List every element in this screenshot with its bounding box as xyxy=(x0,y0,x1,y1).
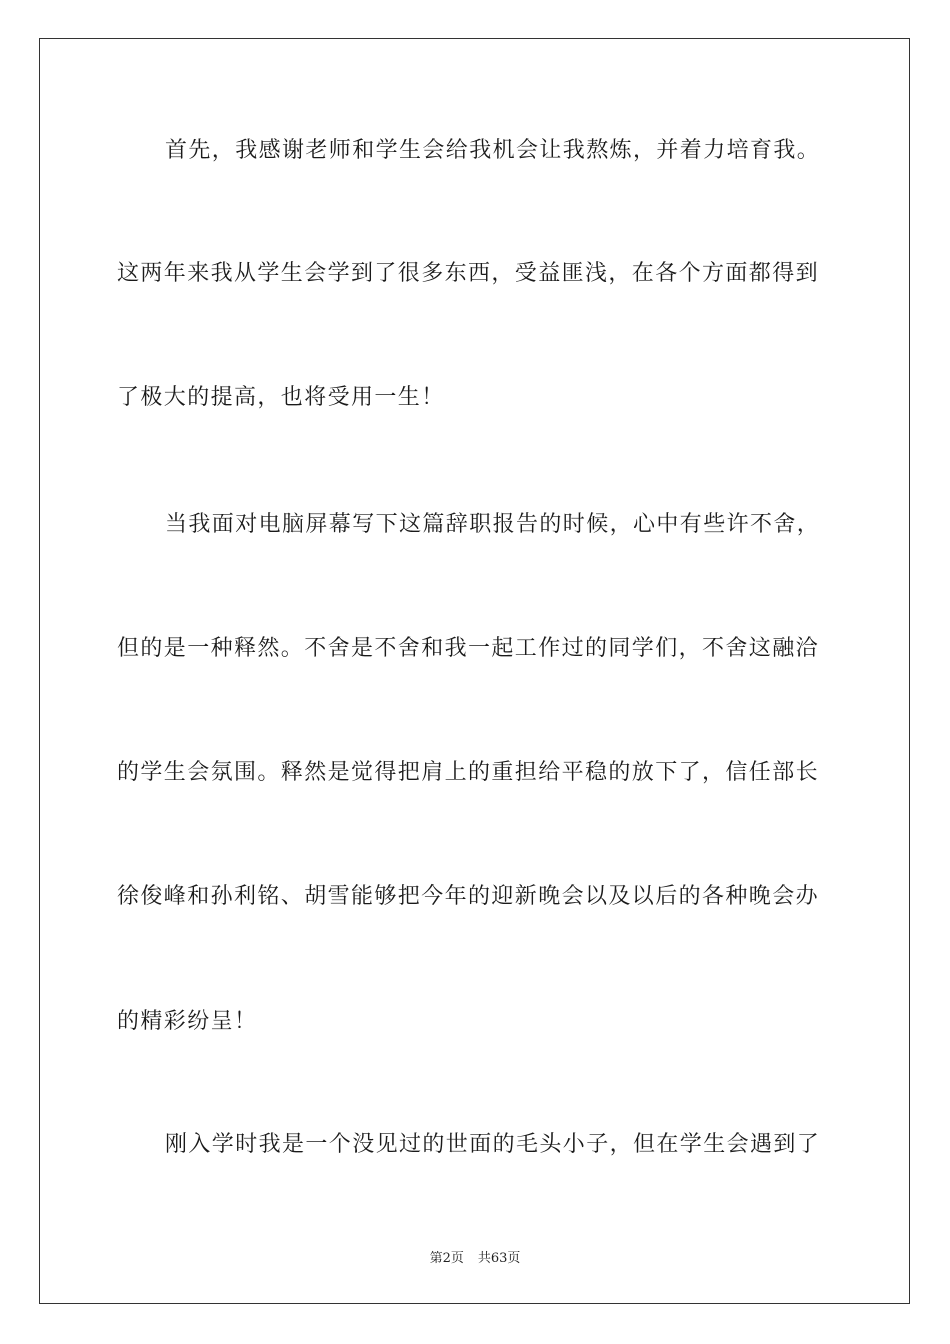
paragraph-2-line-4: 徐俊峰和孙利铭、胡雪能够把今年的迎新晚会以及以后的各种晚会办 xyxy=(117,884,820,909)
paragraph-1-line-2: 这两年来我从学生会学到了很多东西，受益匪浅，在各个方面都得到 xyxy=(117,261,820,286)
paragraph-3-line-1: 刚入学时我是一个没见过的世面的毛头小子，但在学生会遇到了 xyxy=(165,1132,821,1157)
paragraph-2-line-5: 的精彩纷呈！ xyxy=(117,1009,258,1034)
page-border xyxy=(39,38,910,1304)
page-footer xyxy=(0,1247,950,1266)
page-total: 共63页 xyxy=(477,1251,521,1266)
paragraph-2-line-3: 的学生会氛围。释然是觉得把肩上的重担给平稳的放下了，信任部长 xyxy=(117,760,820,785)
paragraph-1-line-1: 首先，我感谢老师和学生会给我机会让我熬炼，并着力培育我。 xyxy=(165,138,821,163)
paragraph-2-line-1: 当我面对电脑屏幕写下这篇辞职报告的时候，心中有些许不舍， xyxy=(165,512,821,537)
page-number: 第2页 xyxy=(429,1251,464,1266)
paragraph-2-line-2: 但的是一种释然。不舍是不舍和我一起工作过的同学们，不舍这融洽 xyxy=(117,636,820,661)
paragraph-1-line-3: 了极大的提高，也将受用一生！ xyxy=(117,385,445,410)
